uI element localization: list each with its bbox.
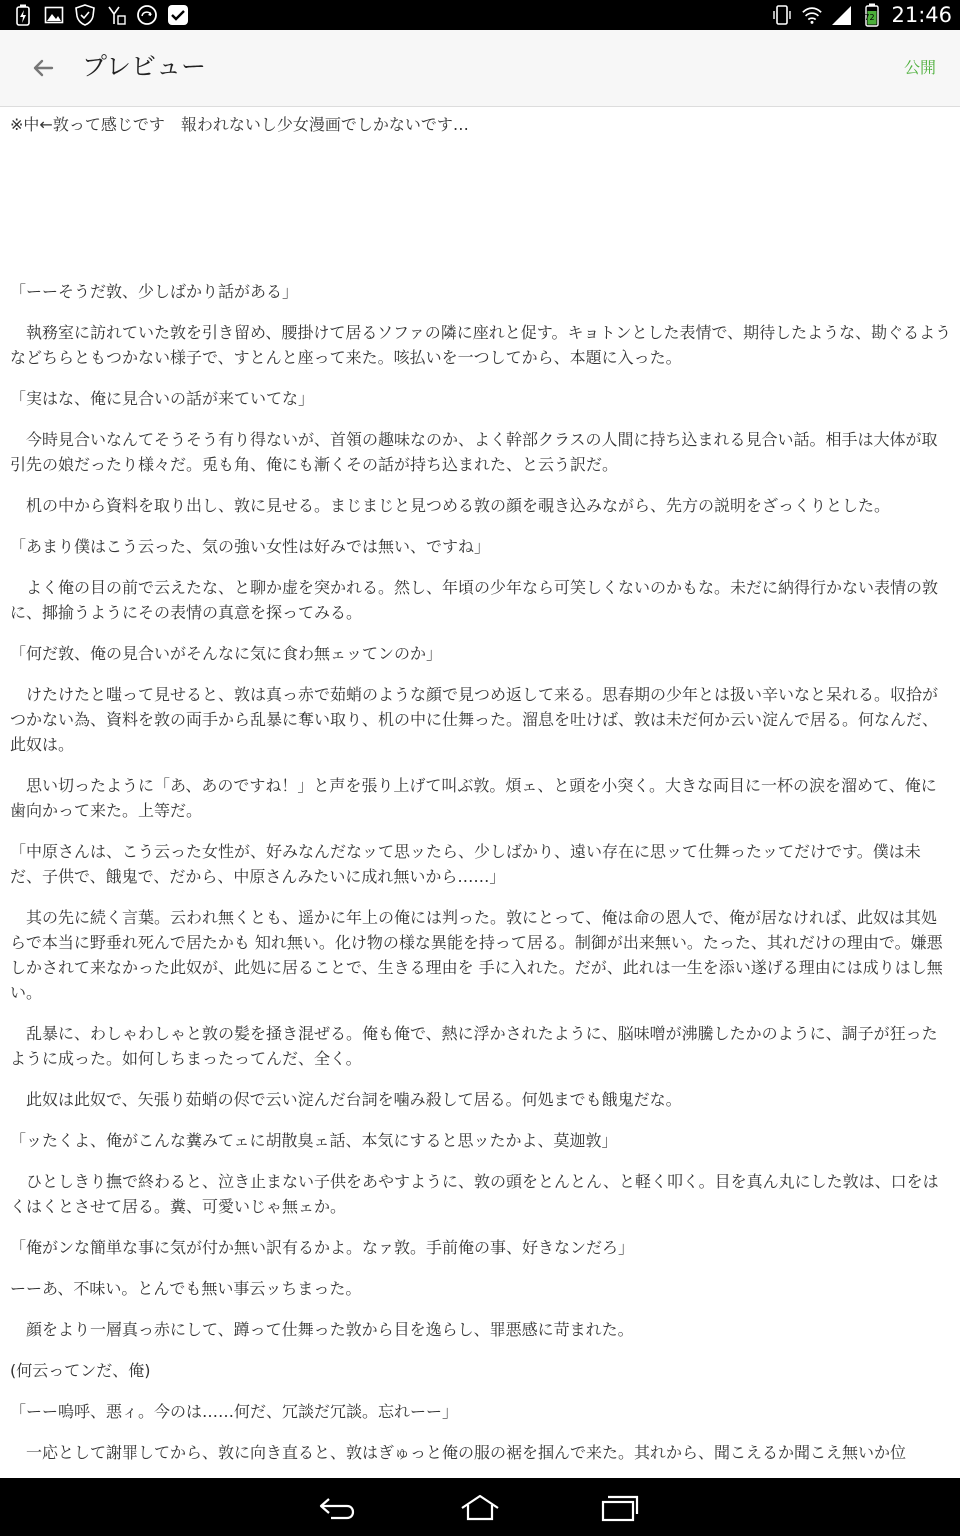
usb-debug-icon <box>105 4 127 26</box>
story-paragraph: 「ーー嗚呼、悪ィ。今のは……何だ、冗談だ冗談。忘れーー」 <box>10 1402 459 1421</box>
story-paragraph: 思い切ったように「あ、あのですね！」と声を張り上げて叫ぶ敦。煩ェ、と頭を小突く。大きな両目に一杯の涙を溜めて、俺に歯向かって来た。上等だ。 <box>10 776 937 820</box>
arrow-left-icon <box>31 56 55 80</box>
story-paragraph: 此奴は此奴で、矢張り茹蛸の侭で云い淀んだ台詞を噛み殺して居る。何処までも餓鬼だな。 <box>10 1090 682 1109</box>
story-paragraph: ひとしきり撫で終わると、泣き止まない子供をあやすように、敦の頭をとんとん、と軽く叩く。目を真ん丸にした敦は、口をはくはくとさせて居る。糞、可愛いじゃ無ェか。 <box>10 1172 939 1216</box>
publish-button[interactable]: 公開 <box>903 58 936 77</box>
story-paragraph: 「ーーそうだ敦、少しばかり話がある」 <box>10 282 299 301</box>
nav-back-button[interactable] <box>308 1488 368 1528</box>
story-paragraph: 今時見合いなんてそうそう有り得ないが、首領の趣味なのか、よく幹部クラスの人間に持ち込まれる見合い話。相手は大体が取引先の娘だったり様々だ。兎も角、俺にも漸くその話が持ち込まれた、と云う訳だ。 <box>10 430 938 474</box>
story-paragraph: ーーあ、不味い。とんでも無い事云ッちまった。 <box>10 1279 362 1298</box>
nav-recents-button[interactable] <box>590 1488 650 1528</box>
story-paragraph: 「何だ敦、俺の見合いがそんなに気に食わ無ェッてンのか」 <box>10 644 443 663</box>
shield-icon <box>74 4 96 26</box>
battery-icon <box>861 4 883 26</box>
story-paragraph: けたけたと嗤って見せると、敦は真っ赤で茹蛸のような顔で見つめ返して来る。思春期の少年とは扱い辛いなと呆れる。収拾がつかない為、資料を敦の両手から乱暴に奪い取り、机の中に仕舞った。溜息を吐けば、敦は未だ何か云い淀んで居る。何なんだ、此奴は。 <box>10 685 939 754</box>
story-paragraph: 「中原さんは、こう云った女性が、好みなんだなッて思ッたら、少しばかり、遠い存在に思ッて仕舞ったッてだけです。僕は未だ、子供で、餓鬼で、だから、中原さんみたいに成れ無いから……」 <box>10 842 921 886</box>
recent-apps-icon <box>601 1494 639 1522</box>
status-bar <box>0 0 960 30</box>
clock: 21:46 <box>891 3 952 27</box>
preview-content[interactable] <box>0 107 960 1465</box>
system-indicators <box>771 2 952 28</box>
battery-level: 72 <box>864 13 875 22</box>
nav-home-button[interactable] <box>450 1488 510 1528</box>
vibrate-icon <box>771 4 793 26</box>
story-paragraph: 乱暴に、わしゃわしゃと敦の髪を掻き混ぜる。俺も俺で、熱に浮かされたように、脳味噌が沸騰したかのように、調子が狂ったように成った。如何しちまったってんだ、全く。 <box>10 1024 938 1068</box>
navigation-bar <box>0 1478 960 1536</box>
story-paragraph: 執務室に訪れていた敦を引き留め、腰掛けて居るソファの隣に座れと促す。キョトンとした表情で、期待したような、勘ぐるようなどちらともつかない様子で、すとんと座って来た。咳払いを一つしてから、本題に入った。 <box>10 323 952 367</box>
author-note: ※中←敦って感じです 報われないし少女漫画でしかないです… <box>10 115 469 134</box>
image-icon <box>43 4 65 26</box>
story-paragraph: 机の中から資料を取り出し、敦に見せる。まじまじと見つめる敦の顔を覗き込みながら、先方の説明をざっくりとした。 <box>10 496 891 515</box>
signal-icon <box>831 4 853 26</box>
story-paragraph: 「俺がンな簡単な事に気が付か無い訳有るかよ。なァ敦。手前俺の事、好きなンだろ」 <box>10 1238 635 1257</box>
page-title: プレビュー <box>82 52 207 81</box>
wifi-icon <box>801 4 823 26</box>
app-bar <box>0 30 960 107</box>
story-body <box>10 279 952 1465</box>
notification-icons <box>12 4 189 26</box>
story-paragraph: よく俺の目の前で云えたな、と聊か虚を突かれる。然し、年頃の少年なら可笑しくないのかもな。未だに納得行かない表情の敦に、揶揄うようにその表情の真意を探ってみる。 <box>10 578 939 622</box>
story-paragraph: 「あまり僕はこう云った、気の強い女性は好みでは無い、ですね」 <box>10 537 491 556</box>
story-paragraph: 顔をより一層真っ赤にして、蹲って仕舞った敦から目を逸らし、罪悪感に苛まれた。 <box>10 1320 634 1339</box>
check-icon <box>167 4 189 26</box>
back-icon <box>317 1495 359 1521</box>
battery-charging-icon <box>12 4 34 26</box>
story-paragraph: (何云ってンだ、俺) <box>10 1361 151 1380</box>
home-icon <box>459 1494 501 1522</box>
story-paragraph: 一応として謝罪してから、敦に向き直ると、敦はぎゅっと俺の服の裾を掴んで来た。其れから、聞こえるか聞こえ無いか位 <box>10 1443 907 1462</box>
story-paragraph: 其の先に続く言葉。云われ無くとも、遥かに年上の俺には判った。敦にとって、俺は命の恩人で、俺が居なければ、此奴は其処らで本当に野垂れ死んで居たかも 知れ無い。化け物の様な異能を持って居る。制御が出来無い。たった、其れだけの理由で。嫌悪しかされて来なかった此奴が、此処に居ることで、生きる理由を 手に入れた。だが、此れは一生を添い遂げる理由には成りはし無い。 <box>10 908 943 1002</box>
back-button[interactable] <box>24 50 62 86</box>
story-paragraph: 「ッたくよ、俺がこんな糞みてェに胡散臭ェ話、本気にすると思ッたかよ、莫迦敦」 <box>10 1131 618 1150</box>
sync-icon <box>136 4 158 26</box>
story-paragraph: 「実はな、俺に見合いの話が来ていてな」 <box>10 389 315 408</box>
